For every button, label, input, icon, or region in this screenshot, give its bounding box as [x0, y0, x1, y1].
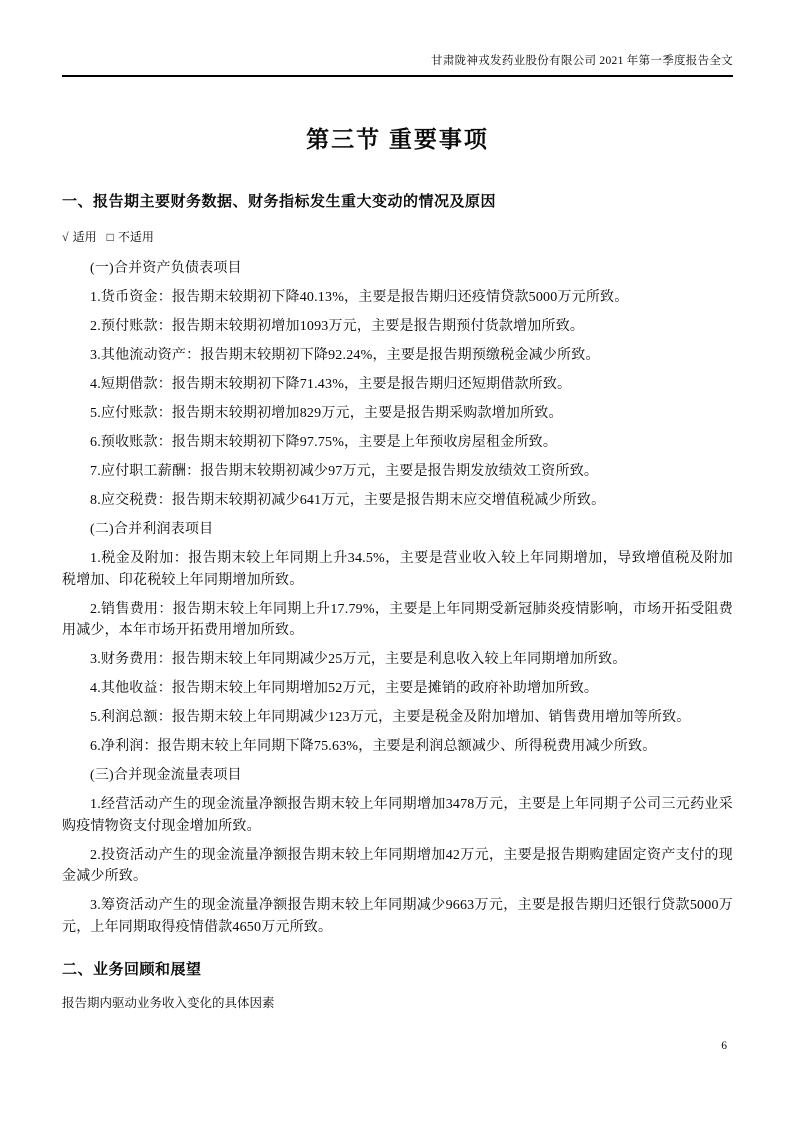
page-title: 第三节 重要事项: [306, 127, 489, 152]
paragraph-selling-expenses: 2.销售费用：报告期末较上年同期上升17.79%，主要是上年同期受新冠肺炎疫情影响，市场开拓受阻费用减少，本年市场开拓费用增加所致。: [62, 601, 733, 638]
paragraph-other-current-assets: 3.其他流动资产：报告期末较期初下降92.24%，主要是报告期预缴税金减少所致。: [90, 348, 600, 363]
paragraph-short-term-borrowings: 4.短期借款：报告期末较期初下降71.43%，主要是报告期归还短期借款所致。: [90, 377, 572, 392]
subheading-balance-sheet-items: (一)合并资产负债表项目: [90, 261, 242, 276]
paragraph-taxes-payable: 8.应交税费：报告期末较期初减少641万元，主要是报告期末应交增值税减少所致。: [90, 493, 606, 508]
paragraph-accounts-payable: 5.应付账款：报告期末较期初增加829万元，主要是报告期采购款增加所致。: [90, 406, 563, 421]
check-mark-icon: √: [62, 230, 69, 244]
paragraph-prepayments: 2.预付账款：报告期末较期初增加1093万元，主要是报告期预付货款增加所致。: [90, 319, 585, 334]
not-applicable-label: 不适用: [117, 230, 154, 244]
paragraph-financing-cash-flow: 3.筹资活动产生的现金流量净额报告期末较上年同期减少9663万元，主要是报告期归还银行贷款5000万元，上年同期取得疫情借款4650万元所致。: [62, 898, 733, 935]
paragraph-taxes-surcharges: 1.税金及附加：报告期末较上年同期上升34.5%，主要是营业收入较上年同期增加，导致增值税及附加税增加、印花税较上年同期增加所致。: [62, 551, 733, 588]
paragraph-monetary-funds: 1.货币资金：报告期末较期初下降40.13%，主要是报告期归还疫情贷款5000万元所致。: [90, 290, 629, 305]
heading-business-review-outlook: 二、业务回顾和展望: [62, 961, 202, 978]
paragraph-financial-expenses: 3.财务费用：报告期末较上年同期减少25万元，主要是利息收入较上年同期增加所致。: [90, 652, 627, 667]
section-1-body: [62, 258, 733, 938]
page-number: 6: [721, 1040, 727, 1052]
applicability-line: [62, 229, 733, 245]
paragraph-investing-cash-flow: 2.投资活动产生的现金流量净额报告期末较上年同期增加42万元，主要是报告期购建固定资产支付的现金减少所致。: [62, 847, 733, 884]
empty-checkbox-icon: □: [106, 230, 114, 244]
paragraph-other-income: 4.其他收益：报告期末较上年同期增加52万元，主要是摊销的政府补助增加所致。: [90, 681, 599, 696]
paragraph-net-profit: 6.净利润：报告期末较上年同期下降75.63%，主要是利润总额减少、所得税费用减少所致。: [90, 739, 657, 754]
paragraph-total-profit: 5.利润总额：报告期末较上年同期减少123万元，主要是税金及附加增加、销售费用增加等所致。: [90, 710, 691, 725]
paragraph-advances-received: 6.预收账款：报告期末较期初下降97.75%，主要是上年预收房屋租金所致。: [90, 435, 558, 450]
header-text: 甘肃陇神戎发药业股份有限公司 2021 年第一季度报告全文: [431, 55, 733, 67]
subheading-cash-flow-items: (三)合并现金流量表项目: [90, 768, 242, 783]
page-header: [62, 54, 733, 77]
heading-financial-changes: 一、报告期主要财务数据、财务指标发生重大变动的情况及原因: [62, 193, 497, 210]
paragraph-revenue-change-factors: 报告期内驱动业务收入变化的具体因素: [62, 996, 275, 1010]
applicable-label: 适用: [72, 230, 97, 244]
paragraph-operating-cash-flow: 1.经营活动产生的现金流量净额报告期末较上年同期增加3478万元，主要是上年同期子公司三元药业采购疫情物资支付现金增加所致。: [62, 797, 733, 834]
subheading-income-statement-items: (二)合并利润表项目: [90, 522, 214, 537]
paragraph-employee-compensation: 7.应付职工薪酬：报告期末较期初减少97万元，主要是报告期发放绩效工资所致。: [90, 464, 599, 479]
